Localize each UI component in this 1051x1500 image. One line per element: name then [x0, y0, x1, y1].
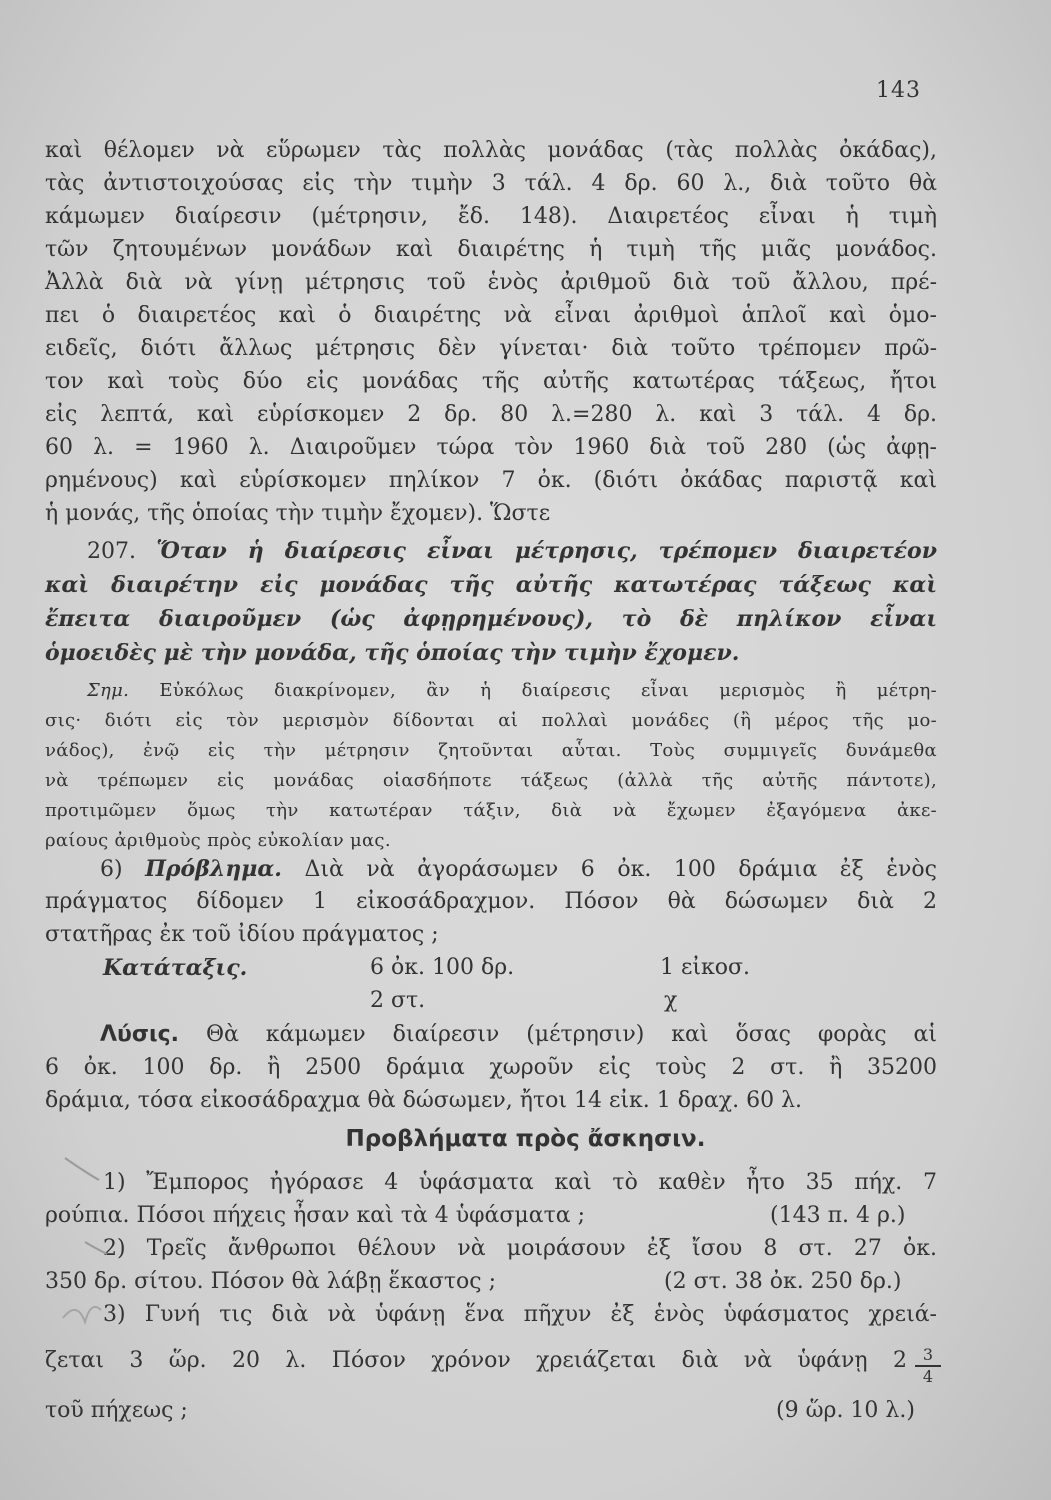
problem-number: 6): [100, 857, 123, 882]
exercise-1-line: 1) Ἔμπορος ἠγόρασε 4 ὑφάσματα καὶ τὸ καθὲν ἦτο 35 πήχ. 7: [103, 1170, 937, 1195]
solution-line: 6 ὀκ. 100 δρ. ἢ 2500 δράμια χωροῦν εἰς τοὺς 2 στ. ἢ 35200: [45, 1055, 937, 1080]
note-first-line: [87, 678, 937, 704]
text-line: πει ὁ διαιρετέος καὶ ὁ διαιρέτης νὰ εἶναι ἀριθμοὶ ἁπλοῖ καὶ ὁμο-: [45, 303, 937, 328]
text-line: εἰς λεπτά, καὶ εὑρίσκομεν 2 δρ. 80 λ.=280 λ. καὶ 3 τάλ. 4 δρ.: [45, 402, 937, 427]
text-line: τὰς ἀντιστοιχούσας εἰς τὴν τιμὴν 3 τάλ. 4 δρ. 60 λ., διὰ τοῦτο θὰ: [45, 171, 937, 196]
exercise-2-line: 350 δρ. σίτου. Πόσον θὰ λάβῃ ἕκαστος ;: [45, 1269, 496, 1294]
exercise-2-answer: (2 στ. 38 ὀκ. 250 δρ.): [664, 1269, 902, 1294]
pencil-marks: [55, 1150, 115, 1350]
text-line: καὶ θέλομεν νὰ εὕρωμεν τὰς πολλὰς μονάδας (τὰς πολλὰς ὀκάδας),: [45, 138, 937, 163]
page-number: 143: [876, 78, 921, 103]
solution-line: δράμια, τόσα εἰκοσάδραχμα θὰ δώσωμεν, ἤτοι 14 εἰκ. 1 δραχ. 60 λ.: [45, 1088, 803, 1113]
note-line: σις· διότι εἰς τὸν μερισμὸν δίδονται αἱ πολλαὶ μονάδες (ἢ μέρος τῆς μο-: [45, 710, 937, 731]
rule-text: Ὅταν ἡ διαίρεσις εἶναι μέτρησις, τρέπομεν διαιρετέον: [156, 538, 937, 564]
fraction-denominator: 4: [922, 1367, 934, 1386]
rule-line: καὶ διαιρέτην εἰς μονάδας τῆς αὐτῆς κατωτέρας τάξεως καὶ: [45, 572, 937, 598]
exercise-3-line: τοῦ πήχεως ;: [45, 1398, 188, 1423]
text-line: κάμωμεν διαίρεσιν (μέτρησιν, ἔδ. 148). Διαιρετέος εἶναι ἡ τιμὴ: [45, 204, 937, 229]
problem-first-line: [100, 856, 937, 883]
text-line: τον καὶ τοὺς δύο εἰς μονάδας τῆς αὐτῆς κατωτέρας τάξεως, ἤτοι: [45, 369, 937, 394]
text-line: ειδεῖς, διότι ἄλλως μέτρησις δὲν γίνεται· διὰ τοῦτο τρέπομεν πρῶ-: [45, 336, 937, 361]
problem-line: πράγματος δίδομεν 1 εἰκοσάδραχμον. Πόσον θὰ δώσωμεν διὰ 2: [45, 889, 937, 914]
note-line: ραίους ἀριθμοὺς πρὸς εὐκολίαν μας.: [45, 830, 391, 851]
exercise-3-line: 3) Γυνή τις διὰ νὰ ὑφάνῃ ἕνα πῆχυν ἐξ ἑνὸς ὑφάσματος χρειά-: [103, 1302, 937, 1327]
text-line: Ἀλλὰ διὰ νὰ γίνῃ μέτρησις τοῦ ἑνὸς ἀριθμοῦ διὰ τοῦ ἄλλου, πρέ-: [45, 270, 937, 295]
note-label: Σημ.: [87, 680, 130, 701]
rule-line: ἔπειτα διαιροῦμεν (ὡς ἀφῃρημένους), τὸ δὲ πηλίκον εἶναι: [45, 606, 937, 632]
solution-label: Λύσις.: [100, 1022, 179, 1047]
rule-line: ὁμοειδὲς μὲ τὴν μονάδα, τῆς ὁποίας τὴν τιμὴν ἔχομεν.: [45, 640, 740, 666]
arrangement-row1-left: 6 ὀκ. 100 δρ.: [370, 955, 515, 980]
text-line: ρημένους) καὶ εὑρίσκομεν πηλίκον 7 ὀκ. (διότι ὀκάδας παριστᾷ καὶ: [45, 468, 937, 493]
exercises-heading: Προβλήματα πρὸς ἄσκησιν.: [345, 1126, 706, 1152]
exercise-1-answer: (143 π. 4 ρ.): [770, 1203, 906, 1228]
rule-first-line: [87, 538, 937, 565]
problem-label: Πρόβλημα.: [145, 856, 282, 882]
note-line: προτιμῶμεν ὅμως τὴν κατωτέραν τάξιν, διὰ νὰ ἔχωμεν ἐξαγόμενα ἀκε-: [45, 800, 937, 821]
rule-number: 207.: [87, 539, 136, 564]
note-line: νὰ τρέπωμεν εἰς μονάδας οἱασδήποτε τάξεως (ἀλλὰ τῆς αὐτῆς πάντοτε),: [45, 770, 937, 791]
problem-text: Διὰ νὰ ἀγοράσωμεν 6 ὀκ. 100 δράμια ἐξ ἑνὸς: [304, 857, 937, 882]
arrangement-label: Κατάταξις.: [103, 955, 248, 981]
fraction-numerator: 3: [922, 1345, 934, 1364]
solution-text: Θὰ κάμωμεν διαίρεσιν (μέτρησιν) καὶ ὅσας φορὰς αἱ: [205, 1022, 937, 1047]
solution-first-line: [100, 1022, 937, 1048]
arrangement-row2-right: χ: [664, 988, 678, 1013]
note-text: Εὐκόλως διακρίνομεν, ἂν ἡ διαίρεσις εἶναι μερισμὸς ἢ μέτρη-: [159, 680, 937, 701]
fraction-three-quarters: [915, 1346, 941, 1386]
note-line: νάδος), ἐνῷ εἰς τὴν μέτρησιν ζητοῦνται αὗται. Τοὺς συμμιγεῖς δυνάμεθα: [45, 740, 937, 761]
arrangement-row2-left: 2 στ.: [370, 988, 426, 1013]
problem-line: στατῆρας ἐκ τοῦ ἰδίου πράγματος ;: [45, 922, 439, 947]
arrangement-row1-right: 1 εἰκοσ.: [660, 955, 751, 980]
text-line: 60 λ. = 1960 λ. Διαιροῦμεν τώρα τὸν 1960 διὰ τοῦ 280 (ὡς ἀφῃ-: [45, 435, 937, 460]
exercise-1-line: ρούπια. Πόσοι πήχεις ἦσαν καὶ τὰ 4 ὑφάσματα ;: [45, 1203, 585, 1228]
text-line: τῶν ζητουμένων μονάδων καὶ διαιρέτης ἡ τιμὴ τῆς μιᾶς μονάδος.: [45, 237, 937, 262]
exercise-2-line: 2) Τρεῖς ἄνθρωποι θέλουν νὰ μοιράσουν ἐξ ἴσου 8 στ. 27 ὀκ.: [103, 1236, 937, 1261]
exercise-3-line: ζεται 3 ὥρ. 20 λ. Πόσον χρόνον χρειάζεται διὰ νὰ ὑφάνῃ 2: [45, 1348, 907, 1373]
exercise-3-answer: (9 ὥρ. 10 λ.): [776, 1398, 915, 1423]
text-line: ἡ μονάς, τῆς ὁποίας τὴν τιμὴν ἔχομεν). Ὥστε: [45, 501, 551, 526]
